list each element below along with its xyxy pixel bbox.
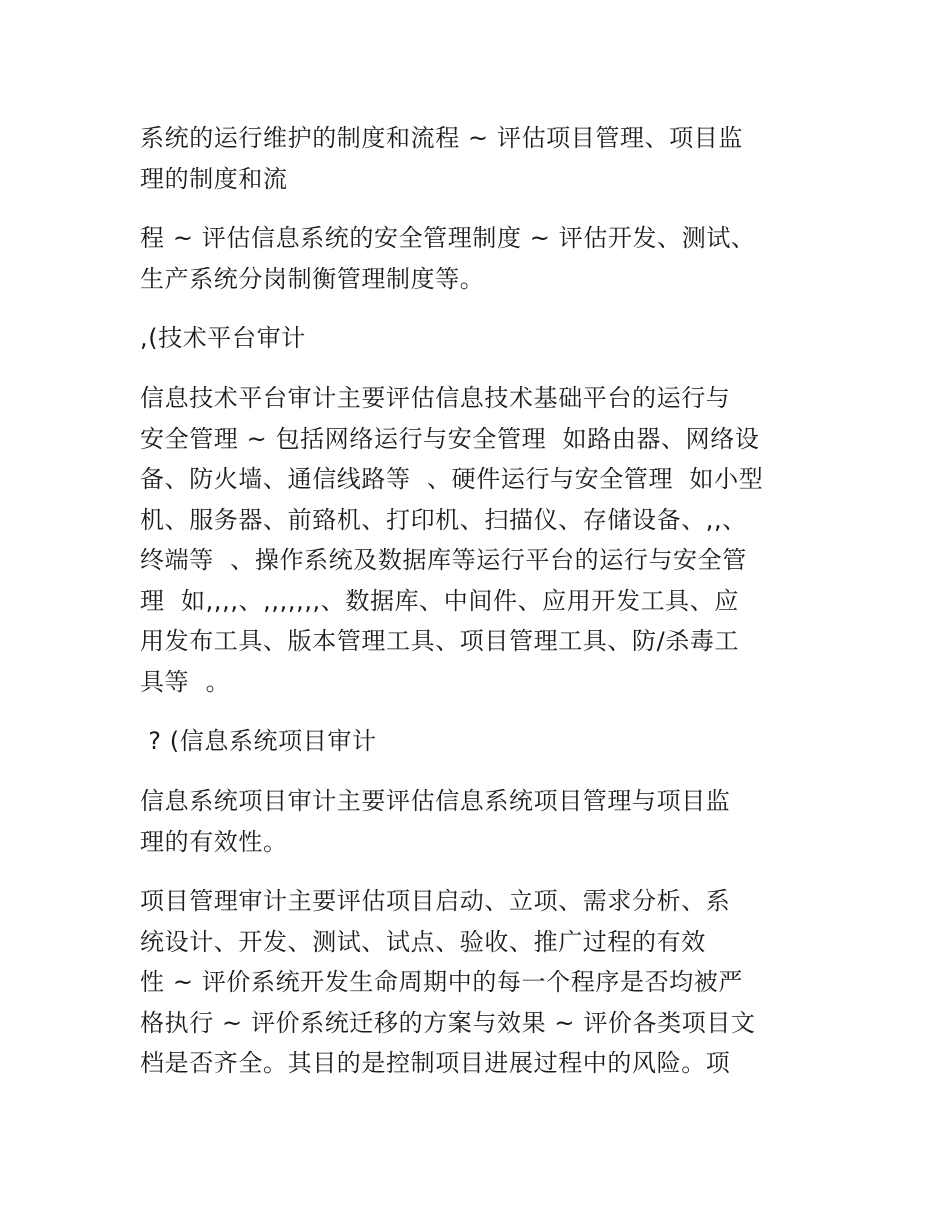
section-heading-tech-platform-audit [140,318,820,359]
text-line: 程 ~ 评估信息系统的安全管理制度 ~ 评估开发、测试、 [140,224,756,252]
text-line: 理 如,,,,、,,,,,,,、数据库、中间件、应用开发工具、应 [140,586,739,615]
text-line: 性 ~ 评价系统开发生命周期中的每一个程序是否均被严 [140,968,743,996]
text-line: 具等 。 [140,667,231,696]
paragraph-tech-platform-audit [140,378,820,702]
paragraph-project-audit-intro [140,781,820,862]
paragraph-1 [140,118,820,199]
text-line: 备、防火墙、通信线路等 、硬件运行与安全管理 如小型 [140,465,764,493]
paragraph-project-management-audit [140,881,820,1084]
section-heading-text: ,(技术平台审计 [140,324,306,352]
paragraph-2 [140,218,820,299]
section-heading-project-audit [140,721,820,762]
text-line: 系统的运行维护的制度和流程 ~ 评估项目管理、项目监 [140,124,743,152]
section-heading-text: ? (信息系统项目审计 [140,727,377,755]
text-line: 格执行 ~ 评价系统迁移的方案与效果 ~ 评价各类项目文 [140,1008,756,1037]
text-line: 机、服务器、前臵机、打印机、扫描仪、存储设备、,,、 [140,505,747,534]
text-line: 理的有效性。 [140,827,288,856]
text-line: 档是否齐全。其目的是控制项目进展过程中的风险。项 [140,1049,731,1077]
text-line: 信息系统项目审计主要评估信息系统项目管理与项目监 [140,787,731,815]
text-line: 终端等 、操作系统及数据库等运行平台的运行与安全管 [140,546,747,574]
text-line: 用发布工具、版本管理工具、项目管理工具、防/杀毒工 [140,627,740,655]
text-line: 安全管理 ~ 包括网络运行与安全管理 如路由器、网络设 [140,424,760,453]
text-line: 理的制度和流 [140,164,288,193]
text-line: 信息技术平台审计主要评估信息技术基础平台的运行与 [140,384,731,412]
text-line: 生产系统分岗制衡管理制度等。 [140,264,485,293]
text-line: 项目管理审计主要评估项目启动、立项、需求分析、系 [140,887,731,915]
text-line: 统设计、开发、测试、试点、验收、推广过程的有效 [140,927,706,956]
